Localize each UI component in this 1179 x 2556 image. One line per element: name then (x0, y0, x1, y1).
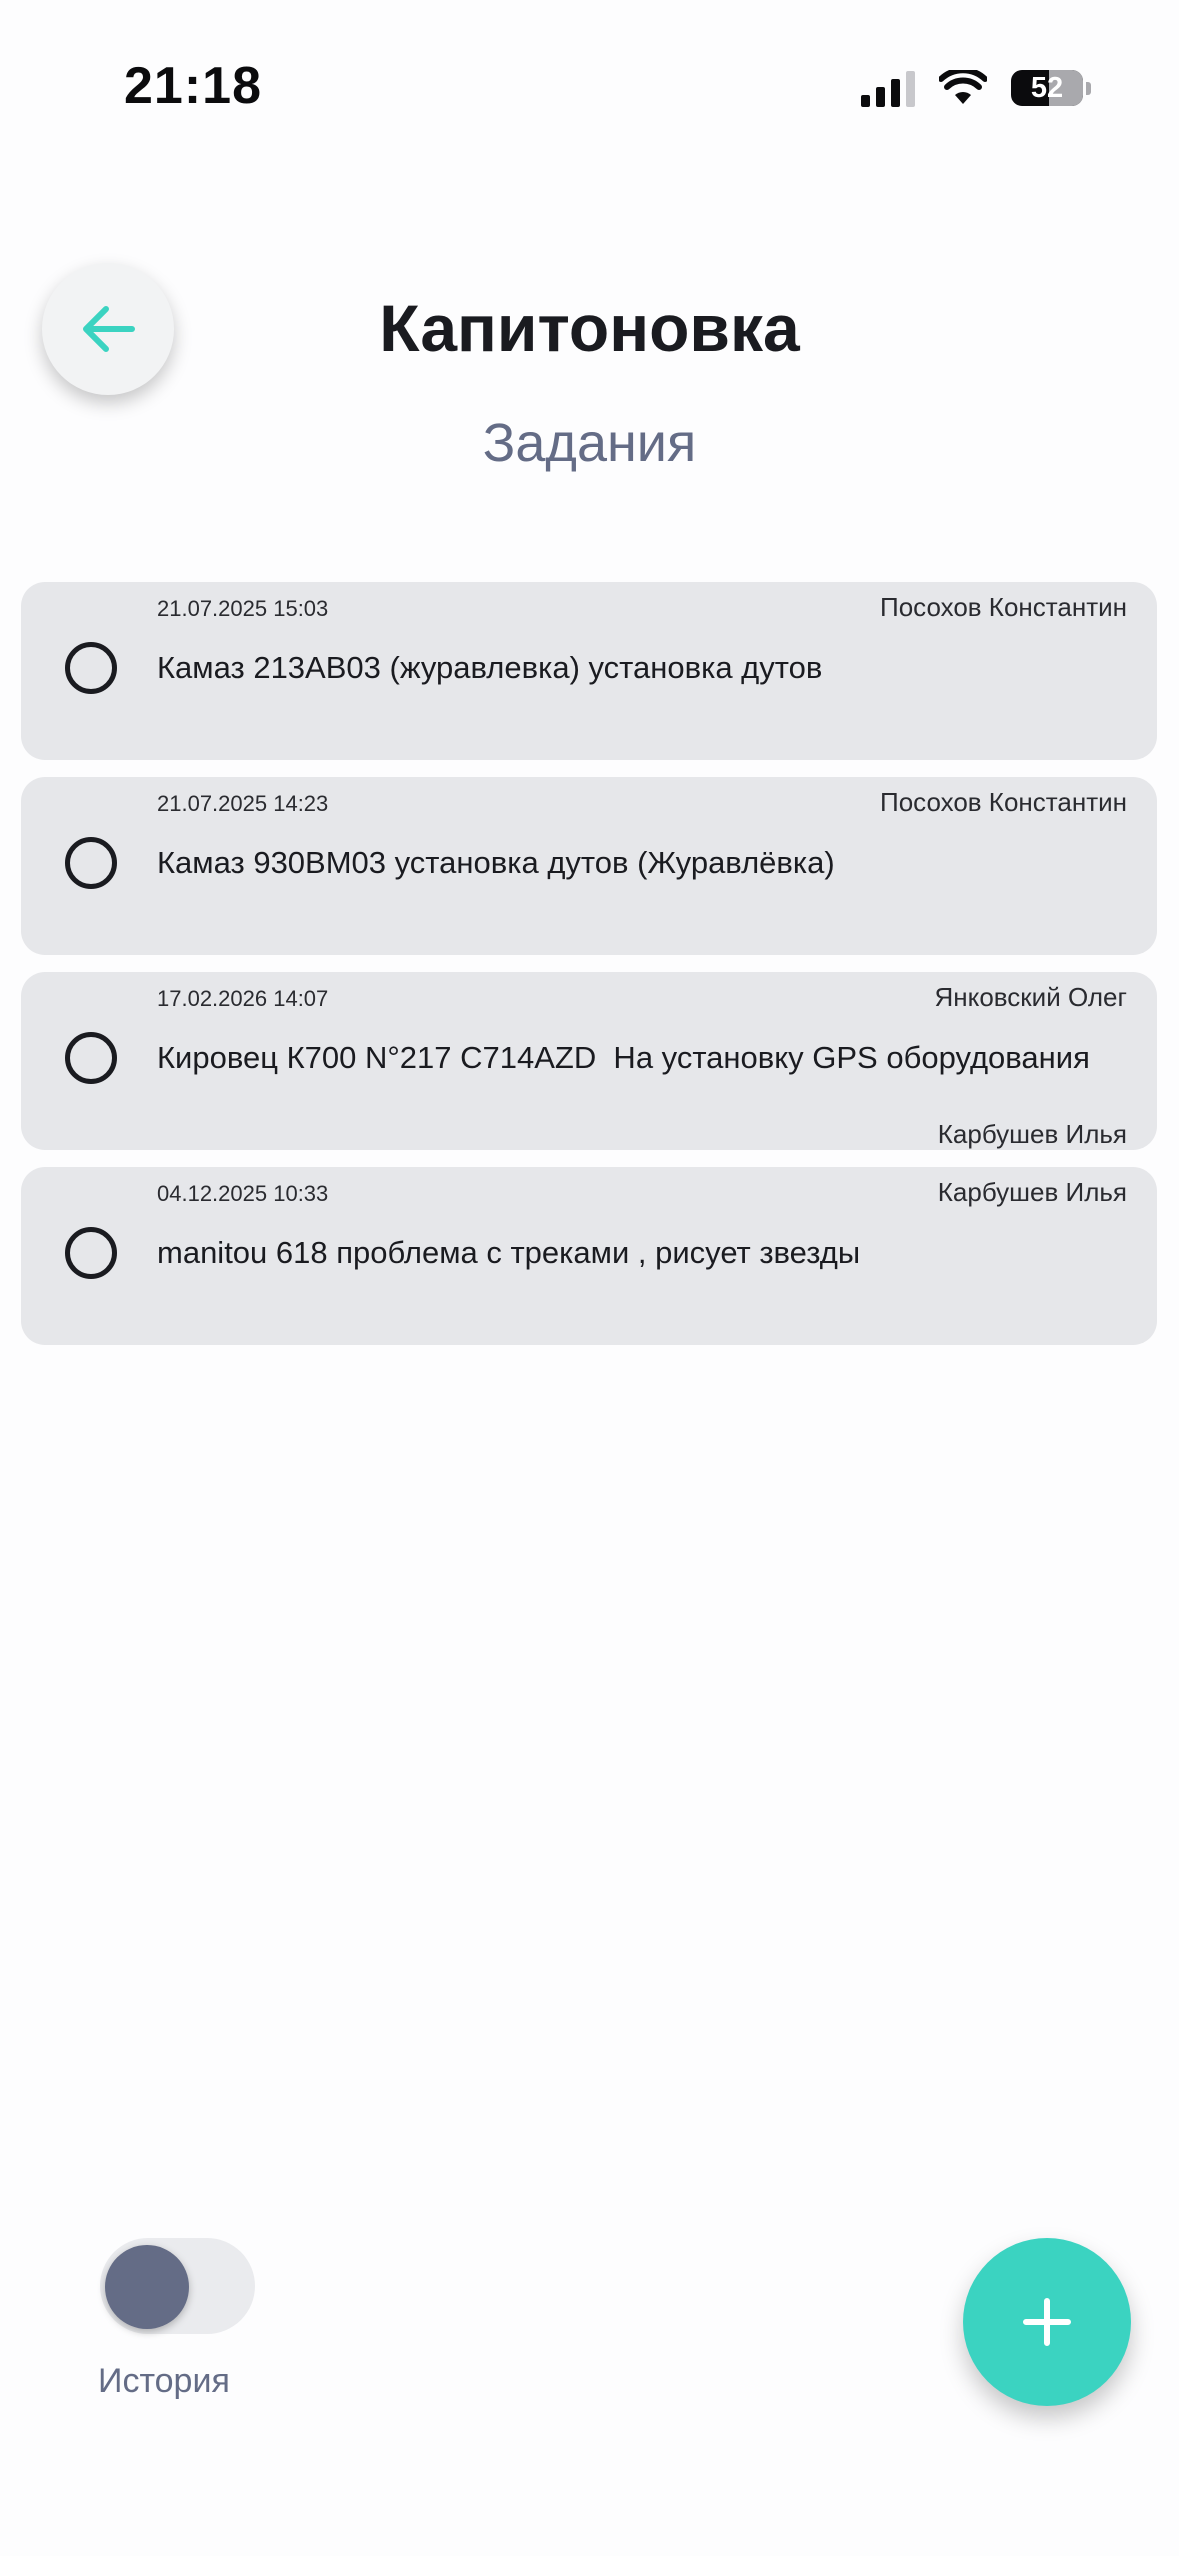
task-author: Карбушев Илья (937, 1177, 1127, 1207)
status-time: 21:18 (124, 57, 262, 115)
toggle-knob (105, 2245, 189, 2329)
history-label: История (98, 2362, 230, 2400)
battery-icon (1011, 70, 1083, 106)
task-date: 17.02.2026 14:07 (157, 986, 329, 1011)
task-checkbox[interactable] (65, 642, 117, 694)
page-title: Капитоновка (379, 291, 800, 365)
task-checkbox[interactable] (65, 1227, 117, 1279)
task-title: Камаз 930ВМ03 установка дутов (Журавлёвка) (157, 845, 835, 880)
signal-icon (861, 69, 915, 107)
page-subtitle: Задания (482, 413, 697, 473)
task-author: Посохов Константин (880, 592, 1127, 622)
plus-icon (1022, 2297, 1072, 2347)
battery-level: 52 (1030, 71, 1064, 104)
task-title: Кировец К700 N°217 C714AZD На установку GPS оборудования (157, 1040, 1090, 1075)
task-card[interactable] (21, 582, 1157, 760)
task-date: 21.07.2025 14:23 (157, 791, 329, 816)
task-author: Янковский Олег (934, 982, 1127, 1012)
task-list (21, 582, 1157, 1362)
task-card[interactable] (21, 777, 1157, 955)
task-title: manitou 618 проблема с треками , рисует звезды (157, 1235, 861, 1270)
wifi-icon (939, 70, 987, 106)
task-author: Посохов Константин (880, 787, 1127, 817)
task-title: Камаз 213АВ03 (журавлевка) установка дутов (157, 650, 823, 685)
history-toggle[interactable] (100, 2238, 255, 2334)
task-card[interactable] (21, 972, 1157, 1150)
task-checkbox[interactable] (65, 837, 117, 889)
task-date: 21.07.2025 15:03 (157, 596, 329, 621)
task-assignee: Карбушев Илья (937, 1119, 1127, 1149)
task-card[interactable] (21, 1167, 1157, 1345)
add-task-button[interactable] (963, 2238, 1131, 2406)
task-date: 04.12.2025 10:33 (157, 1181, 329, 1206)
status-icons (861, 66, 1091, 110)
task-checkbox[interactable] (65, 1032, 117, 1084)
